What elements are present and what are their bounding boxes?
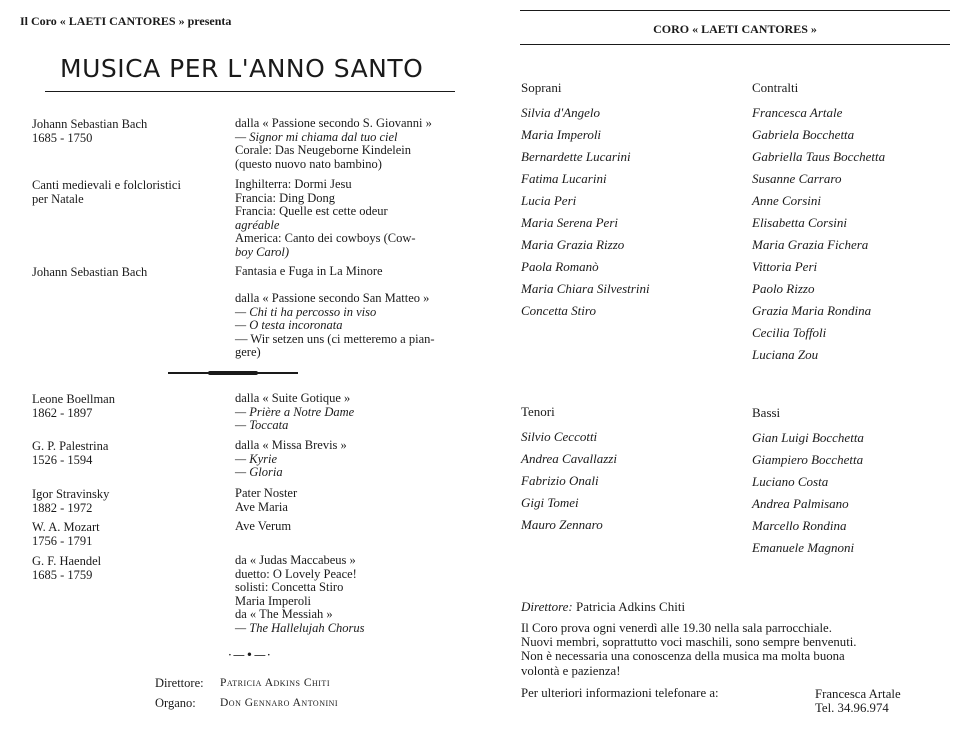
contact-name: Francesca Artale [815,687,901,701]
notice-line: Nuovi membri, soprattutto voci maschili, sono sempre benvenuti. [521,635,857,650]
credit-role: Direttore: [155,676,204,690]
credit-row-director [155,673,338,693]
member-name: Gigi Tomei [521,495,579,510]
composer [32,265,227,279]
work-line: America: Canto dei cowboys (Cow- [235,231,416,245]
header-top-rule [520,10,950,11]
work-line: — Prière a Notre Dame [235,404,355,419]
member-name: Andrea Cavallazzi [521,451,617,466]
member-name: Giampiero Bocchetta [752,452,864,467]
composer-dates: 1685 - 1759 [32,568,93,582]
composer [32,554,227,582]
credit-row-organ [155,693,338,713]
contact-label: Per ulteriori informazioni telefonare a: [521,686,719,700]
composer-dates: 1685 - 1750 [32,131,93,145]
work-line: — The Hallelujah Chorus [235,620,365,635]
work-line: — Chi ti ha percosso in viso [235,304,377,319]
works [235,554,480,635]
choir-header: CORO « LAETI CANTORES » [653,22,817,36]
member-name: Fabrizio Onali [521,473,599,488]
dots-ornament: ·—•—· [228,648,272,662]
composer-name: Canti medievali e folcloristici [32,178,181,192]
member-name: Luciana Zou [752,347,819,362]
contact-block [815,687,901,715]
name-list [521,426,617,536]
notice-line: volontà e pazienza! [521,663,621,678]
member-name: Luciano Costa [752,474,829,489]
work-line: dalla « Suite Gotique » [235,391,351,405]
composer-dates: 1882 - 1972 [32,501,93,515]
name-list [752,427,864,559]
composer [32,520,227,548]
work-line: Pater Noster [235,486,298,500]
member-name: Silvia d'Angelo [521,105,600,120]
work-line: da « Judas Maccabeus » [235,553,356,567]
director-line [521,599,685,615]
member-name: Maria Grazia Fichera [752,237,869,252]
member-name: Susanne Carraro [752,171,842,186]
works [235,265,480,360]
works [235,117,480,171]
member-name: Gabriela Bocchetta [752,127,855,142]
work-line: — Gloria [235,465,283,479]
work-line: (questo nuovo nato bambino) [235,156,382,171]
member-name: Grazia Maria Rondina [752,303,872,318]
member-name: Paolo Rizzo [752,281,815,296]
work-line: Inghilterra: Dormi Jesu [235,177,352,191]
works [235,178,480,259]
member-name: Marcello Rondina [752,518,847,533]
work-line: boy Carol) [235,244,290,259]
notice-line: Non è necessaria una conoscenza della musica ma molta buona [521,649,845,664]
title-underline [45,91,455,92]
work-line: gere) [235,345,261,359]
credit-name: Patricia Adkins Chiti [220,677,330,689]
member-name: Mauro Zennaro [521,517,603,532]
rehearsal-notice [521,621,961,678]
work-line: Ave Maria [235,499,288,514]
member-name: Anne Corsini [752,193,821,208]
work-line: — Wir setzen uns (ci metteremo a pian- [235,331,435,346]
work-line: Francia: Ding Dong [235,190,335,205]
section-tenori [521,404,617,536]
member-name: Lucia Peri [521,193,577,208]
member-name: Maria Serena Peri [521,215,618,230]
member-name: Andrea Palmisano [752,496,849,511]
works [235,439,480,480]
works [235,487,480,514]
member-name: Maria Grazia Rizzo [521,237,625,252]
work-line: dalla « Passione secondo San Matteo » [235,291,430,305]
contact-phone: Tel. 34.96.974 [815,701,889,715]
composer-name: W. A. Mozart [32,520,100,534]
notice-line: Il Coro prova ogni venerdì alle 19.30 nella sala parrocchiale. [521,621,832,635]
work-line: da « The Messiah » [235,607,333,621]
work-line: — Kyrie [235,451,278,466]
member-name: Emanuele Magnoni [752,540,855,555]
composer-dates: per Natale [32,192,84,206]
name-list [752,102,885,366]
member-name: Paola Romanò [521,259,599,274]
member-name: Maria Chiara Silvestrini [521,281,650,296]
director-name: Patricia Adkins Chiti [576,599,686,614]
composer [32,178,227,206]
work-line: Fantasia e Fuga in La Minore [235,264,383,278]
member-name: Cecilia Toffoli [752,325,827,340]
member-name: Bernardette Lucarini [521,149,631,164]
composer-dates: 1756 - 1791 [32,534,93,548]
work-line: solisti: Concetta Stiro [235,580,344,594]
work-line: Ave Verum [235,519,292,533]
section-contralti [752,80,885,366]
director-role: Direttore: [521,599,573,614]
section-soprani [521,80,650,322]
composer-name: Johann Sebastian Bach [32,265,148,279]
work-line: dalla « Missa Brevis » [235,438,347,452]
work-line: — Signor mi chiama dal tuo ciel [235,129,398,144]
member-name: Concetta Stiro [521,303,596,318]
work-line [235,279,480,293]
section-divider [168,372,298,374]
composer [32,439,227,467]
member-name: Vittoria Peri [752,259,818,274]
section-title: Contralti [752,80,799,95]
section-title: Soprani [521,80,562,95]
member-name: Silvio Ceccotti [521,429,598,444]
work-line: Maria Imperoli [235,593,312,608]
header-bottom-rule [520,44,950,45]
name-list [521,102,650,322]
page-title: MUSICA PER L'ANNO SANTO [60,54,424,83]
composer [32,392,227,420]
member-name: Fatima Lucarini [521,171,607,186]
composer-dates: 1526 - 1594 [32,453,93,467]
work-line: — O testa incoronata [235,318,343,332]
composer-name: G. F. Haendel [32,554,102,568]
member-name: Maria Imperoli [521,127,602,142]
composer-name: Johann Sebastian Bach [32,117,148,131]
work-line: — Toccata [235,418,289,432]
credits-block [155,673,338,713]
work-line: Corale: Das Neugeborne Kindelein [235,143,411,157]
work-line: Francia: Quelle est cette odeur [235,204,388,218]
composer-dates: 1862 - 1897 [32,406,93,420]
works [235,392,480,433]
section-title: Tenori [521,404,555,419]
work-line: duetto: O Lovely Peace! [235,566,357,581]
member-name: Gabriella Taus Bocchetta [752,149,886,164]
composer [32,487,227,515]
work-line: dalla « Passione secondo S. Giovanni » [235,116,432,130]
presenter-line: Il Coro « LAETI CANTORES » presenta [20,14,232,28]
composer-name: Igor Stravinsky [32,487,110,501]
works [235,520,480,534]
credit-name: Don Gennaro Antonini [220,697,339,709]
credit-role: Organo: [155,696,196,710]
member-name: Francesca Artale [752,105,843,120]
section-bassi [752,405,864,559]
composer-name: G. P. Palestrina [32,439,109,453]
member-name: Gian Luigi Bocchetta [752,430,864,445]
work-line: agréable [235,217,280,232]
composer-name: Leone Boellman [32,392,115,406]
member-name: Elisabetta Corsini [752,215,847,230]
section-title: Bassi [752,405,781,420]
composer [32,117,227,145]
